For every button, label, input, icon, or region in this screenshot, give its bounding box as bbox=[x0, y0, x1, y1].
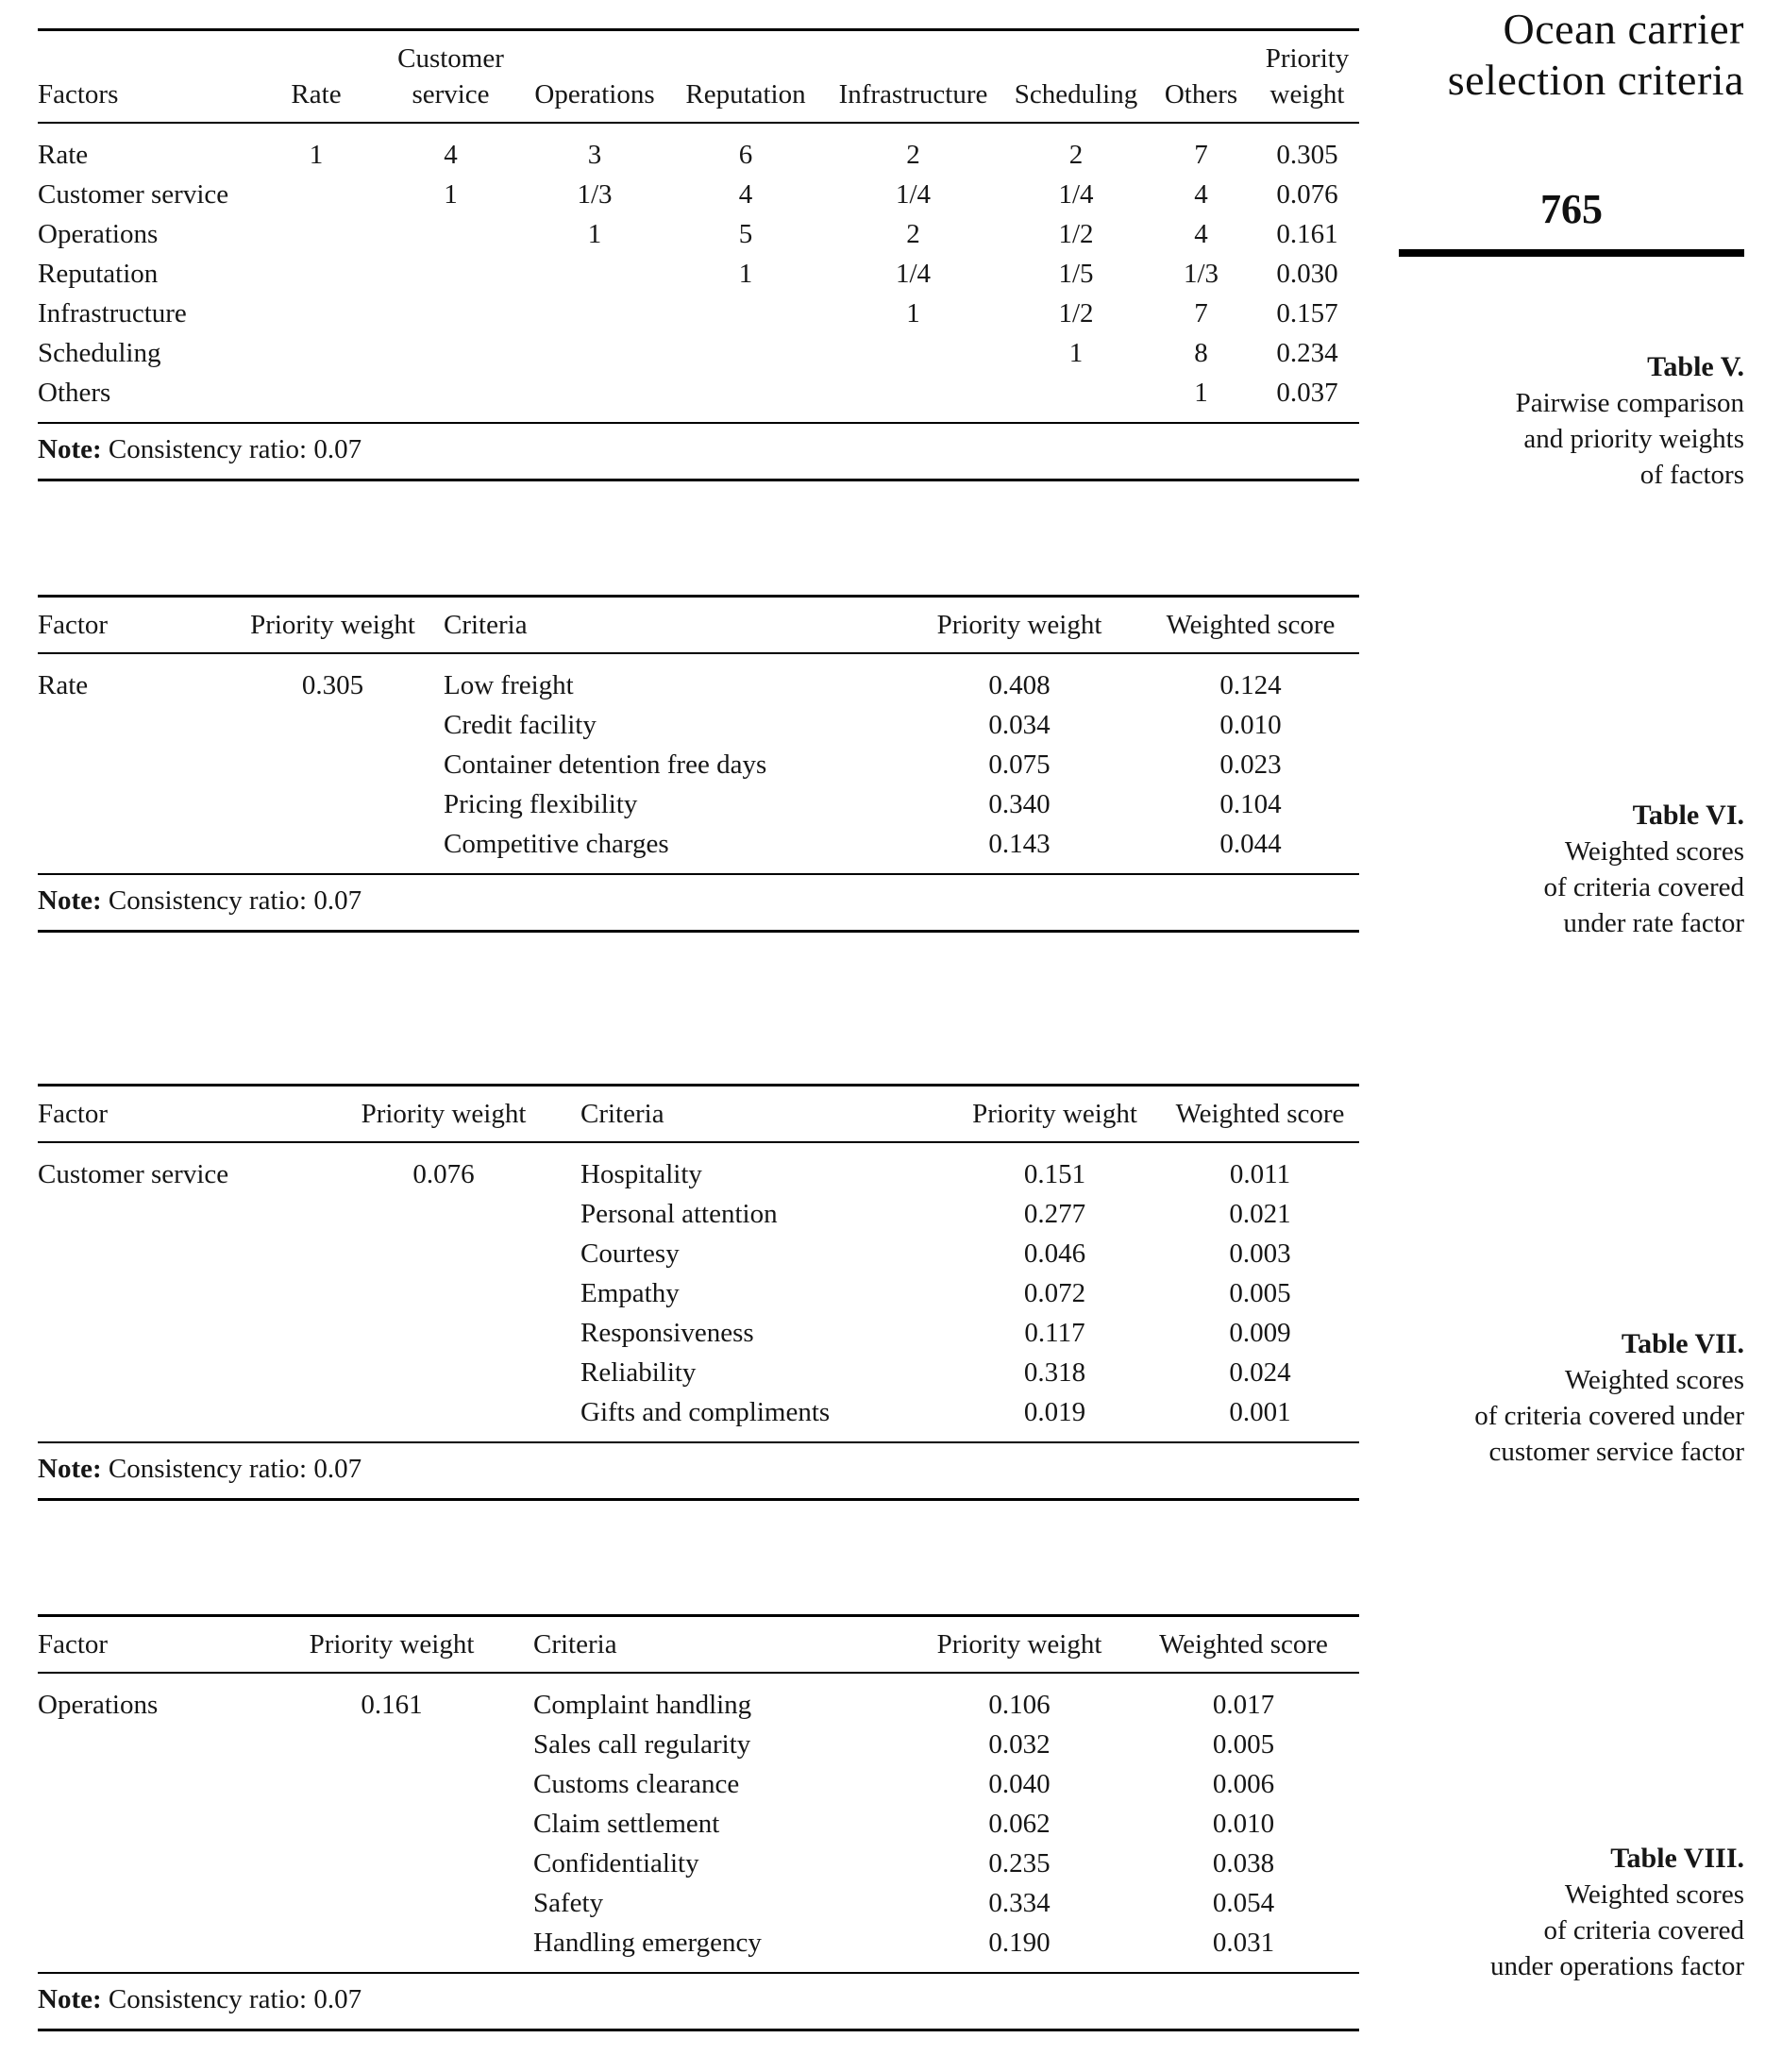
column-header: Others bbox=[1147, 31, 1255, 123]
column-header: Priority weight bbox=[911, 1617, 1128, 1673]
cell bbox=[519, 333, 670, 373]
table-vii-header-row bbox=[38, 1087, 1359, 1142]
cell: 0.190 bbox=[988, 1928, 1051, 1958]
column-header: Priority weight bbox=[307, 1087, 580, 1142]
cell: 0.062 bbox=[988, 1809, 1051, 1839]
table-note bbox=[38, 1441, 1359, 1498]
factor-cell bbox=[38, 705, 222, 745]
cell: 1 bbox=[444, 179, 458, 210]
cell: 0.277 bbox=[1023, 1199, 1086, 1229]
table-row bbox=[38, 745, 1359, 784]
table-row bbox=[38, 653, 1359, 705]
caption-line: of criteria covered bbox=[1543, 1915, 1744, 1946]
cell bbox=[307, 1392, 580, 1441]
table-vi-header-row bbox=[38, 598, 1359, 653]
cell bbox=[250, 333, 382, 373]
cell bbox=[519, 254, 670, 294]
factor-cell: Customer service bbox=[38, 1159, 229, 1189]
cell bbox=[307, 1313, 580, 1353]
table-row bbox=[38, 214, 1359, 254]
page-number: 765 bbox=[1540, 186, 1603, 232]
criteria-cell: Reliability bbox=[580, 1357, 697, 1388]
table-vi bbox=[38, 595, 1359, 933]
cell: 0.334 bbox=[988, 1888, 1051, 1918]
factor-cell: Infrastructure bbox=[38, 298, 187, 328]
cell bbox=[250, 1804, 533, 1844]
cell: 7 bbox=[1194, 140, 1208, 170]
cell bbox=[382, 214, 519, 254]
table-row bbox=[38, 1353, 1359, 1392]
cell: 0.001 bbox=[1229, 1397, 1291, 1427]
criteria-cell: Low freight bbox=[444, 670, 574, 700]
running-title-line: selection criteria bbox=[1447, 56, 1744, 105]
cell bbox=[821, 333, 1005, 373]
cell bbox=[307, 1353, 580, 1392]
table-note bbox=[38, 873, 1359, 930]
cell: 1 bbox=[1068, 338, 1084, 368]
cell: 0.030 bbox=[1276, 259, 1338, 289]
table-row bbox=[38, 1313, 1359, 1353]
criteria-cell: Complaint handling bbox=[533, 1690, 752, 1720]
cell: 1 bbox=[906, 298, 920, 328]
cell: 0.234 bbox=[1276, 338, 1338, 368]
cell: 0.034 bbox=[988, 710, 1051, 740]
criteria-cell: Customs clearance bbox=[533, 1769, 740, 1799]
cell bbox=[1005, 373, 1147, 422]
criteria-cell: Container detention free days bbox=[444, 750, 767, 780]
cell: 1/2 bbox=[1058, 219, 1094, 249]
table-v-caption bbox=[1399, 349, 1744, 493]
column-header: Customer service bbox=[382, 31, 519, 123]
cell: 0.076 bbox=[1276, 179, 1338, 210]
cell: 2 bbox=[906, 219, 920, 249]
cell: 0.046 bbox=[1023, 1238, 1086, 1269]
column-header: Criteria bbox=[580, 1087, 949, 1142]
table-row bbox=[38, 1844, 1359, 1883]
note-text: Consistency ratio: 0.07 bbox=[108, 434, 362, 464]
factor-cell bbox=[38, 784, 222, 824]
column-header: Weighted score bbox=[1161, 1087, 1359, 1142]
cell bbox=[519, 373, 670, 422]
table-row bbox=[38, 1764, 1359, 1804]
cell bbox=[250, 1883, 533, 1923]
factor-cell bbox=[38, 745, 222, 784]
cell: 4 bbox=[1194, 219, 1208, 249]
cell: 1 bbox=[1194, 378, 1208, 408]
cell bbox=[382, 254, 519, 294]
factor-cell bbox=[38, 1313, 307, 1353]
column-header: Scheduling bbox=[1005, 31, 1147, 123]
column-header: Reputation bbox=[670, 31, 821, 123]
criteria-cell: Competitive charges bbox=[444, 829, 669, 859]
cell bbox=[307, 1194, 580, 1234]
criteria-cell: Safety bbox=[533, 1888, 604, 1918]
criteria-cell: Pricing flexibility bbox=[444, 789, 638, 819]
factor-cell: Scheduling bbox=[38, 338, 161, 368]
table-row bbox=[38, 1194, 1359, 1234]
cell: 0.019 bbox=[1023, 1397, 1086, 1427]
factor-cell bbox=[38, 1194, 307, 1234]
criteria-cell: Claim settlement bbox=[533, 1809, 720, 1839]
cell: 0.408 bbox=[988, 670, 1051, 700]
cell: 0.143 bbox=[988, 829, 1051, 859]
cell bbox=[250, 1725, 533, 1764]
column-header: Priority weight bbox=[250, 1617, 533, 1673]
cell: 0.021 bbox=[1229, 1199, 1291, 1229]
cell bbox=[250, 1764, 533, 1804]
caption-line: Pairwise comparison bbox=[1515, 388, 1744, 418]
cell bbox=[670, 333, 821, 373]
factor-cell bbox=[38, 1764, 250, 1804]
table-row bbox=[38, 1673, 1359, 1725]
table-row bbox=[38, 705, 1359, 745]
cell: 4 bbox=[738, 179, 753, 210]
caption-line: of criteria covered under bbox=[1474, 1401, 1744, 1431]
criteria-cell: Credit facility bbox=[444, 710, 597, 740]
factor-cell bbox=[38, 1353, 307, 1392]
cell bbox=[250, 214, 382, 254]
criteria-cell: Empathy bbox=[580, 1278, 680, 1308]
cell: 0.235 bbox=[988, 1848, 1051, 1878]
cell bbox=[222, 784, 444, 824]
table-viii-header-row bbox=[38, 1617, 1359, 1673]
table-row bbox=[38, 1883, 1359, 1923]
cell: 3 bbox=[587, 140, 602, 170]
factor-cell bbox=[38, 1804, 250, 1844]
cell: 0.076 bbox=[412, 1159, 475, 1189]
factor-cell bbox=[38, 824, 222, 873]
table-row bbox=[38, 333, 1359, 373]
cell: 0.104 bbox=[1219, 789, 1282, 819]
caption-label: Table VIII. bbox=[1610, 1843, 1744, 1874]
table-row bbox=[38, 1804, 1359, 1844]
factor-cell bbox=[38, 1392, 307, 1441]
factor-cell bbox=[38, 1883, 250, 1923]
cell: 0.054 bbox=[1212, 1888, 1275, 1918]
criteria-cell: Hospitality bbox=[580, 1159, 702, 1189]
cell: 1 bbox=[587, 219, 602, 249]
table-viii-caption bbox=[1399, 1841, 1744, 1984]
note-text: Consistency ratio: 0.07 bbox=[108, 1984, 362, 2014]
table-row bbox=[38, 373, 1359, 422]
column-header: Infrastructure bbox=[821, 31, 1005, 123]
table-vi-grid bbox=[38, 598, 1359, 873]
table-vii bbox=[38, 1084, 1359, 1501]
cell: 0.032 bbox=[988, 1729, 1051, 1760]
cell: 1/2 bbox=[1058, 298, 1094, 328]
criteria-cell: Courtesy bbox=[580, 1238, 680, 1269]
factor-cell bbox=[38, 1273, 307, 1313]
table-viii bbox=[38, 1614, 1359, 2031]
cell bbox=[250, 254, 382, 294]
criteria-cell: Responsiveness bbox=[580, 1318, 754, 1348]
criteria-cell: Gifts and compliments bbox=[580, 1397, 831, 1427]
factor-cell: Rate bbox=[38, 140, 89, 170]
column-header: Priority weight bbox=[897, 598, 1142, 653]
cell bbox=[307, 1273, 580, 1313]
cell: 0.072 bbox=[1023, 1278, 1086, 1308]
cell: 1/3 bbox=[1183, 259, 1219, 289]
criteria-cell: Personal attention bbox=[580, 1199, 778, 1229]
cell: 0.011 bbox=[1229, 1159, 1291, 1189]
cell: 0.340 bbox=[988, 789, 1051, 819]
cell bbox=[250, 1844, 533, 1883]
table-note bbox=[38, 422, 1359, 479]
column-header: Priority weight bbox=[949, 1087, 1161, 1142]
cell: 0.040 bbox=[988, 1769, 1051, 1799]
cell: 0.009 bbox=[1229, 1318, 1291, 1348]
table-note bbox=[38, 1972, 1359, 2029]
criteria-cell: Sales call regularity bbox=[533, 1729, 751, 1760]
cell bbox=[250, 1923, 533, 1972]
note-text: Consistency ratio: 0.07 bbox=[108, 885, 362, 916]
factor-cell: Operations bbox=[38, 1690, 159, 1720]
column-header: Priority weight bbox=[1255, 31, 1359, 123]
criteria-cell: Handling emergency bbox=[533, 1928, 762, 1958]
cell: 1 bbox=[738, 259, 753, 289]
cell: 1 bbox=[309, 140, 324, 170]
cell: 0.305 bbox=[301, 670, 364, 700]
cell: 0.161 bbox=[1276, 219, 1338, 249]
cell bbox=[222, 745, 444, 784]
running-title-line: Ocean carrier bbox=[1503, 5, 1744, 53]
table-row bbox=[38, 1234, 1359, 1273]
cell: 0.005 bbox=[1212, 1729, 1275, 1760]
cell: 2 bbox=[906, 140, 920, 170]
caption-label: Table V. bbox=[1647, 351, 1744, 382]
cell: 0.006 bbox=[1212, 1769, 1275, 1799]
cell: 4 bbox=[444, 140, 458, 170]
cell bbox=[250, 373, 382, 422]
table-row bbox=[38, 254, 1359, 294]
cell: 0.038 bbox=[1212, 1848, 1275, 1878]
caption-line: Weighted scores bbox=[1564, 836, 1744, 867]
table-row bbox=[38, 784, 1359, 824]
cell: 1/3 bbox=[577, 179, 613, 210]
column-header: Operations bbox=[519, 31, 670, 123]
table-viii-grid bbox=[38, 1617, 1359, 1972]
cell: 0.157 bbox=[1276, 298, 1338, 328]
caption-line: Weighted scores bbox=[1564, 1879, 1744, 1910]
factor-cell: Reputation bbox=[38, 259, 159, 289]
cell bbox=[222, 705, 444, 745]
table-row bbox=[38, 175, 1359, 214]
cell: 1/4 bbox=[895, 179, 932, 210]
caption-label: Table VII. bbox=[1621, 1328, 1744, 1359]
cell: 0.031 bbox=[1212, 1928, 1275, 1958]
cell: 0.106 bbox=[988, 1690, 1051, 1720]
cell: 0.117 bbox=[1024, 1318, 1085, 1348]
cell: 0.151 bbox=[1023, 1159, 1086, 1189]
cell bbox=[670, 294, 821, 333]
cell: 0.017 bbox=[1212, 1690, 1275, 1720]
table-vii-caption bbox=[1399, 1326, 1744, 1470]
cell: 0.161 bbox=[361, 1690, 423, 1720]
column-header: Criteria bbox=[533, 1617, 911, 1673]
factor-cell bbox=[38, 1844, 250, 1883]
main-column bbox=[38, 0, 1359, 2072]
cell: 0.003 bbox=[1229, 1238, 1291, 1269]
note-label: Note: bbox=[38, 885, 102, 916]
page-number-rule bbox=[1399, 249, 1744, 257]
factor-cell bbox=[38, 1234, 307, 1273]
column-header: Factor bbox=[38, 1617, 250, 1673]
cell bbox=[222, 824, 444, 873]
cell: 0.024 bbox=[1229, 1357, 1291, 1388]
cell: 0.305 bbox=[1276, 140, 1338, 170]
cell: 1/5 bbox=[1058, 259, 1094, 289]
column-header: Criteria bbox=[444, 598, 897, 653]
margin-column bbox=[1399, 0, 1744, 2072]
caption-line: customer service factor bbox=[1488, 1437, 1744, 1467]
factor-cell: Customer service bbox=[38, 179, 229, 210]
table-row bbox=[38, 1923, 1359, 1972]
cell: 0.037 bbox=[1276, 378, 1338, 408]
cell: 0.075 bbox=[988, 750, 1051, 780]
cell: 0.318 bbox=[1023, 1357, 1086, 1388]
column-header: Priority weight bbox=[222, 598, 444, 653]
cell: 7 bbox=[1194, 298, 1208, 328]
table-v-grid bbox=[38, 31, 1359, 422]
cell bbox=[519, 294, 670, 333]
column-header: Factor bbox=[38, 1087, 307, 1142]
table-row bbox=[38, 1273, 1359, 1313]
caption-line: and priority weights bbox=[1523, 424, 1744, 454]
column-header: Factor bbox=[38, 598, 222, 653]
cell bbox=[821, 373, 1005, 422]
factor-cell bbox=[38, 1725, 250, 1764]
table-row bbox=[38, 1725, 1359, 1764]
caption-line: under rate factor bbox=[1563, 908, 1744, 938]
cell bbox=[250, 294, 382, 333]
cell bbox=[382, 294, 519, 333]
cell: 8 bbox=[1194, 338, 1208, 368]
cell: 0.005 bbox=[1229, 1278, 1291, 1308]
factor-cell: Rate bbox=[38, 670, 89, 700]
note-label: Note: bbox=[38, 434, 102, 464]
cell: 5 bbox=[738, 219, 753, 249]
table-vii-grid bbox=[38, 1087, 1359, 1441]
cell: 0.124 bbox=[1219, 670, 1282, 700]
cell: 0.044 bbox=[1219, 829, 1282, 859]
cell bbox=[382, 373, 519, 422]
cell bbox=[307, 1234, 580, 1273]
article-running-title bbox=[1399, 4, 1744, 107]
caption-line: under operations factor bbox=[1490, 1951, 1744, 1981]
column-header: Rate bbox=[250, 31, 382, 123]
factor-cell: Others bbox=[38, 378, 111, 408]
note-label: Note: bbox=[38, 1984, 102, 2014]
caption-line: of criteria covered bbox=[1543, 872, 1744, 902]
cell: 0.010 bbox=[1219, 710, 1282, 740]
note-label: Note: bbox=[38, 1454, 102, 1484]
cell bbox=[250, 175, 382, 214]
table-v-header-row bbox=[38, 31, 1359, 123]
column-header: Weighted score bbox=[1142, 598, 1359, 653]
cell: 0.010 bbox=[1212, 1809, 1275, 1839]
caption-line: of factors bbox=[1639, 460, 1744, 490]
cell bbox=[670, 373, 821, 422]
table-row bbox=[38, 294, 1359, 333]
criteria-cell: Confidentiality bbox=[533, 1848, 699, 1878]
table-row bbox=[38, 824, 1359, 873]
factor-cell: Operations bbox=[38, 219, 159, 249]
caption-label: Table VI. bbox=[1632, 800, 1744, 831]
factor-cell bbox=[38, 1923, 250, 1972]
cell: 1/4 bbox=[1058, 179, 1094, 210]
table-row bbox=[38, 1142, 1359, 1194]
table-row bbox=[38, 123, 1359, 175]
cell: 1/4 bbox=[895, 259, 932, 289]
note-text: Consistency ratio: 0.07 bbox=[108, 1454, 362, 1484]
cell: 6 bbox=[738, 140, 753, 170]
table-v bbox=[38, 28, 1359, 481]
caption-line: Weighted scores bbox=[1564, 1365, 1744, 1395]
cell: 2 bbox=[1068, 140, 1084, 170]
table-row bbox=[38, 1392, 1359, 1441]
column-header: Factors bbox=[38, 31, 250, 123]
column-header: Weighted score bbox=[1128, 1617, 1359, 1673]
table-vi-caption bbox=[1399, 798, 1744, 941]
cell: 0.023 bbox=[1219, 750, 1282, 780]
cell: 4 bbox=[1194, 179, 1208, 210]
cell bbox=[382, 333, 519, 373]
